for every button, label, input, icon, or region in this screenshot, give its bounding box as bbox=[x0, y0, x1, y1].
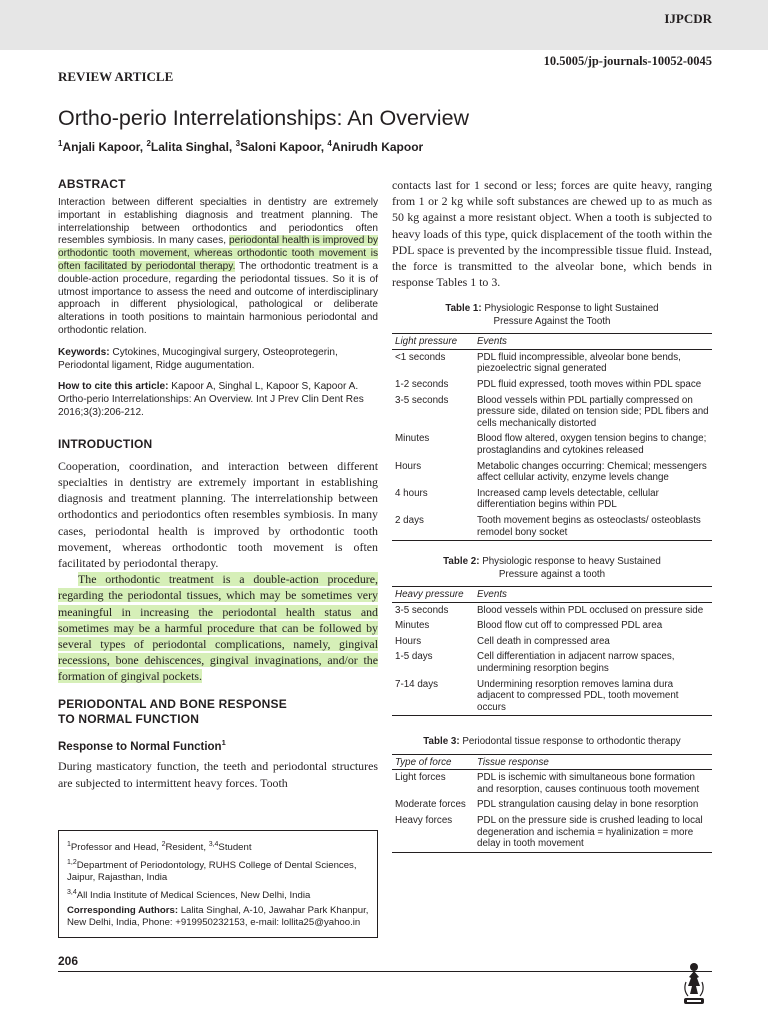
article-title: Ortho-perio Interrelationships: An Overview bbox=[58, 106, 470, 130]
author-list bbox=[58, 139, 423, 154]
author-name: Anirudh Kapoor bbox=[331, 140, 424, 154]
affil-text: Student bbox=[218, 842, 252, 854]
section-paragraph: During masticatory function, the teeth and periodontal structures are subjected to intermittent heavy forces. Tooth bbox=[58, 759, 378, 790]
table-cell: Blood vessels within PDL partially compressed on pressure side, dilated on tension side; PDL fibers and cells mechanically distorted bbox=[477, 394, 709, 429]
keywords-label: Keywords: bbox=[58, 346, 110, 358]
table-cell: Blood flow altered, oxygen tension begins to change; prostaglandins and cytokines released bbox=[477, 433, 707, 456]
keywords-text: Cytokines, Mucogingival surgery, Osteoprotegerin, Periodontal ligament, Ridge augumentation. bbox=[58, 346, 338, 371]
table-row bbox=[392, 393, 712, 432]
abstract-heading: ABSTRACT bbox=[58, 177, 126, 191]
affil-sup: 2 bbox=[161, 841, 166, 848]
table-cell: Undermining resorption removes lamina dura adjacent to compressed PDL, tooth movement occurs bbox=[474, 677, 712, 716]
table-cell: 1-2 seconds bbox=[395, 379, 449, 391]
journal-name: IJPCDR bbox=[664, 11, 712, 26]
author-affil-num: 2 bbox=[146, 139, 151, 148]
table-cell: 2 days bbox=[392, 513, 474, 541]
table-row bbox=[392, 486, 712, 513]
table-caption-text: Physiologic response to heavy Sustained bbox=[479, 556, 661, 568]
abstract-text-part: The orthodontic treatment is a double-action procedure, regarding the periodontal tissues. So it is of utmost importance to assess the need and outcome of interdisciplinary approach in different physiological, pathological or deliberate alterations in tooth positions to maintain harmonious periodontal and orthodontic relation. bbox=[58, 260, 379, 336]
table-header-cell: Events bbox=[474, 586, 712, 602]
author-affil-num: 3 bbox=[235, 139, 241, 148]
table-caption-text: Physiologic Response to light Sustained bbox=[481, 303, 659, 315]
abstract-highlight: periodontal health is improved by orthodontic tooth movement, whereas orthodontic tooth movement is often facilitated by periodontal therapy. bbox=[58, 235, 379, 272]
keywords bbox=[58, 347, 378, 373]
affil-sup: 3,4 bbox=[208, 841, 219, 848]
table-row bbox=[392, 349, 712, 377]
table-row bbox=[392, 634, 712, 650]
intro-paragraph-2 bbox=[58, 571, 378, 684]
table-cell: Moderate forces bbox=[395, 799, 466, 811]
table-cell: 1-5 days bbox=[395, 651, 433, 663]
table-cell: PDL is ischemic with simultaneous bone formation and resorption, causes continuous tooth movement bbox=[477, 772, 700, 795]
article-type: REVIEW ARTICLE bbox=[58, 69, 174, 84]
data-table bbox=[392, 333, 712, 541]
table-row bbox=[392, 813, 712, 852]
table-label: Table 3: bbox=[423, 736, 460, 748]
table-cell: PDL on the pressure side is crushed leading to local degeneration and ischemia = hyalinization = more delay in tooth movement bbox=[474, 813, 712, 852]
table-cell: Hours bbox=[395, 460, 422, 472]
table-row bbox=[392, 431, 712, 458]
table-cell: 7-14 days bbox=[392, 677, 474, 716]
table-3 bbox=[392, 736, 712, 853]
affil-sup: 3,4 bbox=[67, 888, 77, 896]
table-row bbox=[392, 649, 712, 676]
table-label: Table 2: bbox=[443, 556, 480, 568]
table-row bbox=[392, 377, 712, 393]
top-band bbox=[0, 0, 768, 50]
table-caption bbox=[392, 556, 712, 581]
table-label: Table 1: bbox=[445, 303, 482, 315]
table-caption-text: Pressure Against the Tooth bbox=[493, 315, 611, 327]
page-number: 206 bbox=[58, 954, 79, 968]
table-cell: Cell death in compressed area bbox=[477, 635, 610, 647]
introduction-heading: INTRODUCTION bbox=[58, 436, 153, 451]
table-header-row bbox=[392, 334, 712, 350]
corresponding-author bbox=[67, 905, 369, 929]
abstract-text-part: Interaction between different specialties in dentistry are extremely important in establishing diagnosis and treatment planning. The interrelationship between orthodontics and periodontics often resembles symbiosis. In many cases, bbox=[58, 197, 378, 247]
section-heading-line: TO NORMAL FUNCTION bbox=[58, 712, 200, 727]
table-cell: PDL fluid incompressible, alveolar bone bends, piezoelectric signal generated bbox=[477, 351, 681, 375]
table-header-cell: Type of force bbox=[392, 754, 474, 770]
table-row bbox=[392, 618, 712, 634]
table-header-row bbox=[392, 586, 712, 602]
table-caption bbox=[392, 736, 712, 748]
author-affil-num: 1 bbox=[58, 139, 63, 148]
section-heading bbox=[58, 697, 378, 728]
table-cell: <1 seconds bbox=[395, 351, 446, 363]
table-2 bbox=[392, 556, 712, 716]
reference-number: 1 bbox=[221, 737, 226, 747]
author-footnote-box bbox=[58, 830, 378, 938]
abstract-text bbox=[58, 197, 378, 338]
table-cell: PDL strangulation causing delay in bone resorption bbox=[477, 799, 699, 811]
citation-label: How to cite this article: bbox=[58, 381, 169, 393]
affil-text: Professor and Head, bbox=[70, 842, 162, 854]
table-cell: Heavy forces bbox=[392, 813, 474, 852]
table-cell: Metabolic changes occurring: Chemical; messengers affect cellular activity, enzyme levels change bbox=[477, 460, 707, 484]
subsection-title: Response to Normal Function bbox=[58, 740, 222, 753]
table-row bbox=[392, 602, 712, 618]
table-cell: 3-5 seconds bbox=[395, 394, 449, 406]
table-row bbox=[392, 797, 712, 813]
table-cell: Blood flow cut off to compressed PDL area bbox=[477, 620, 663, 632]
table-1 bbox=[392, 303, 712, 541]
corresponding-text: Lalita Singhal, A-10, Jawahar Park Khanpur, New Delhi, India, Phone: +919950232153, e-mail: lollita25@yahoo.in bbox=[67, 904, 369, 928]
data-table bbox=[392, 754, 712, 853]
section-heading-line: PERIODONTAL AND BONE RESPONSE bbox=[58, 696, 287, 711]
corresponding-label: Corresponding Authors: bbox=[67, 904, 179, 916]
table-cell: Hours bbox=[395, 635, 422, 647]
author-affil-num: 4 bbox=[327, 139, 332, 148]
table-cell: Tooth movement begins as osteoclasts/ osteoblasts remodel bony socket bbox=[474, 513, 712, 541]
subsection-heading bbox=[58, 738, 378, 753]
affil-sup: 1 bbox=[67, 841, 71, 848]
table-cell: PDL fluid expressed, tooth moves within PDL space bbox=[477, 379, 702, 391]
doi[interactable]: 10.5005/jp-journals-10052-0045 bbox=[543, 54, 712, 68]
table-row bbox=[392, 677, 712, 716]
affil-text: Department of Periodontology, RUHS College of Dental Sciences, Jaipur, Rajasthan, India bbox=[67, 860, 357, 883]
footer-rule bbox=[58, 971, 712, 972]
table-row bbox=[392, 770, 712, 798]
table-header-cell: Tissue response bbox=[474, 754, 712, 770]
table-header-cell: Heavy pressure bbox=[392, 586, 474, 602]
body-paragraph: contacts last for 1 second or less; forces are quite heavy, ranging from 1 or 2 kg while soft substances are chewed up to as much as 50 kg against a more resistant object. When a tooth is subjected to heavy loads of this type, quick displacement of the tooth within the PDL space is prevented by the incompressible tissue fluid. Instead, the force is transmitted to the alveolar bone, which bends in response Tables 1 to 3. bbox=[392, 178, 712, 290]
table-caption bbox=[392, 303, 712, 328]
intro-paragraph-1: Cooperation, coordination, and interaction between different specialties in dentistry are extremely important in establishing diagnosis and treatment planning. The interrelationship between orthodontics and periodontics often resembles symbiosis. In many cases, periodontal health is improved by orthodontic tooth movement, whereas orthodontic tooth movement is often facilitated by periodontal therapy. bbox=[58, 458, 378, 570]
affil-text: All India Institute of Medical Sciences, New Delhi, India bbox=[76, 889, 311, 901]
table-cell: Increased camp levels detectable, cellular differentiation begins within PDL bbox=[477, 487, 659, 511]
table-row bbox=[392, 513, 712, 541]
affil-sup: 1,2 bbox=[67, 858, 77, 866]
table-header-cell: Light pressure bbox=[392, 334, 474, 350]
table-cell: Minutes bbox=[395, 620, 430, 632]
table-cell: 4 hours bbox=[395, 487, 428, 499]
table-cell: Light forces bbox=[395, 772, 446, 784]
affil-text: Resident, bbox=[165, 842, 209, 854]
author-name: Anjali Kapoor, bbox=[62, 140, 147, 154]
affiliation-line bbox=[67, 887, 369, 902]
data-table bbox=[392, 586, 712, 716]
citation-text: Kapoor A, Singhal L, Kapoor S, Kapoor A. Ortho-perio Interrelationships: An Overview. Int J Prev Clin Dent Res 2016;3(3):206-212. bbox=[58, 381, 364, 418]
author-name: Lalita Singhal, bbox=[150, 140, 236, 154]
citation bbox=[58, 381, 378, 419]
table-cell: Minutes bbox=[395, 433, 430, 445]
table-cell: Cell differentiation in adjacent narrow spaces, undermining resorption begins bbox=[477, 651, 675, 674]
table-cell: Blood vessels within PDL occlused on pressure side bbox=[477, 604, 704, 616]
author-name: Saloni Kapoor, bbox=[240, 140, 328, 154]
table-cell: 3-5 seconds bbox=[395, 604, 449, 616]
intro-highlight: The orthodontic treatment is a double-action procedure, regarding the periodontal tissues, which may be sometimes very meaningful in increasing the periodontal health status and sometimes may be a harmful procedure that can be followed by several types of periodontal complications, namely, gingival recessions, bone dehiscences, gingival invaginations, and/or the formation of gingival pockets. bbox=[58, 572, 378, 684]
table-row bbox=[392, 459, 712, 486]
table-caption-text: Pressure against a tooth bbox=[498, 568, 606, 580]
table-header-cell: Events bbox=[474, 334, 712, 350]
table-caption-text: Periodontal tissue response to orthodontic therapy bbox=[459, 736, 681, 748]
affiliation-line bbox=[67, 839, 369, 854]
right-column bbox=[392, 177, 712, 853]
publisher-logo-icon bbox=[681, 960, 707, 1006]
table-header-row bbox=[392, 754, 712, 770]
affiliation-line bbox=[67, 857, 369, 884]
left-column bbox=[58, 177, 378, 791]
